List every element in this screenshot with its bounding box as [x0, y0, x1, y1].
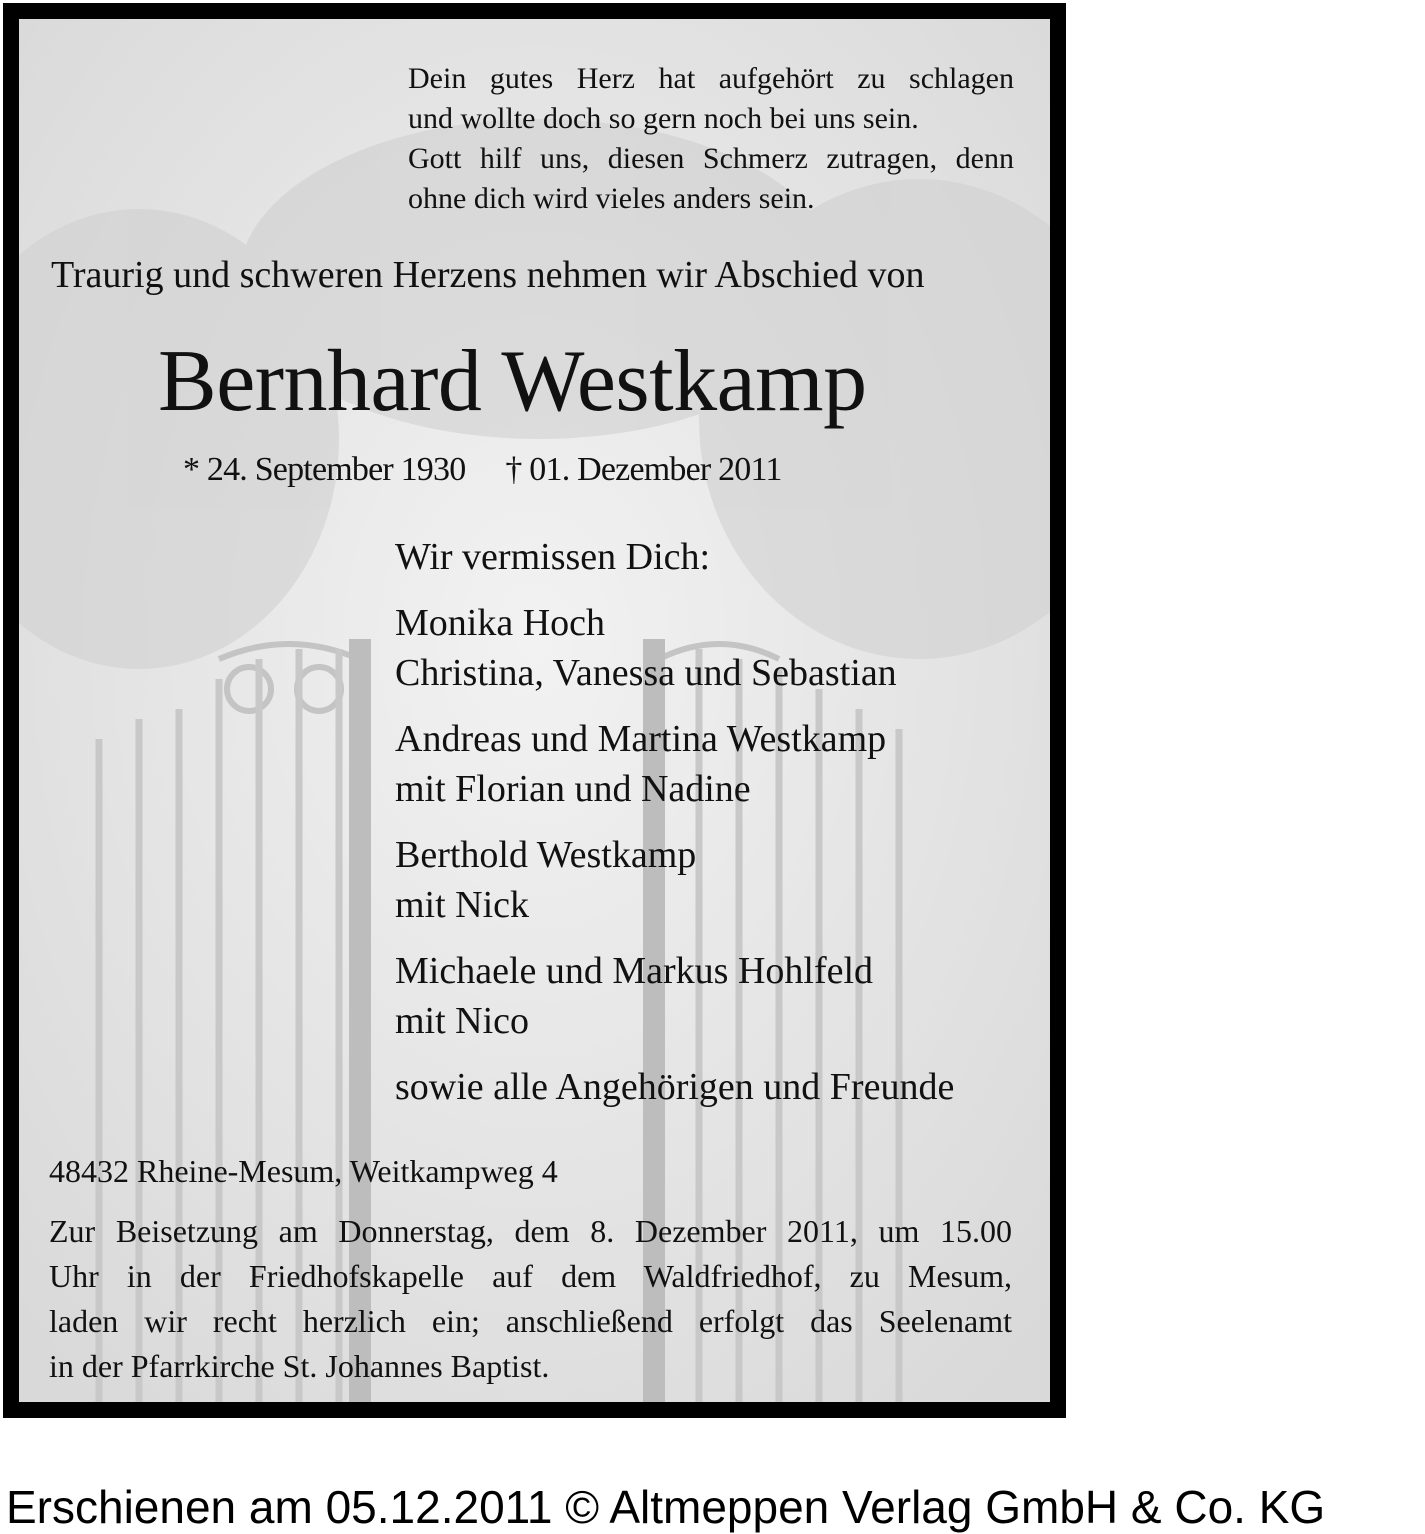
- poem-line: Dein gutes Herz hat aufgehört zu schlagen: [408, 62, 1014, 95]
- funeral-notice: [49, 1209, 1012, 1389]
- poem-line: Gott hilf uns, diesen Schmerz zutragen, denn: [408, 142, 1014, 175]
- obituary-frame: [3, 3, 1066, 1418]
- death-date: † 01. Dezember 2011: [505, 451, 782, 488]
- mourner-line: Christina, Vanessa und Sebastian: [395, 652, 897, 694]
- mourner-line: mit Nico: [395, 1000, 530, 1042]
- deceased-name: Bernhard Westkamp: [158, 333, 867, 430]
- poem: [408, 59, 1014, 219]
- notice-line: Zur Beisetzung am Donnerstag, dem 8. Dezember 2011, um 15.00: [49, 1213, 1012, 1249]
- poem-line: ohne dich wird vieles anders sein.: [408, 182, 815, 215]
- intro-text: Traurig und schweren Herzens nehmen wir Abschied von: [51, 254, 925, 296]
- life-dates: [183, 451, 782, 489]
- notice-line: in der Pfarrkirche St. Johannes Baptist.: [49, 1348, 550, 1384]
- obituary-panel: [19, 19, 1050, 1402]
- notice-line: Uhr in der Friedhofskapelle auf dem Waldfriedhof, zu Mesum,: [49, 1258, 1012, 1294]
- notice-line: laden wir recht herzlich ein; anschließend erfolgt das Seelenamt: [49, 1303, 1012, 1339]
- mourner-line: sowie alle Angehörigen und Freunde: [395, 1066, 955, 1108]
- mourners-heading: Wir vermissen Dich:: [395, 536, 711, 578]
- mourner-line: Berthold Westkamp: [395, 834, 697, 876]
- birth-date: * 24. September 1930: [183, 451, 466, 488]
- publication-footer: Erschienen am 05.12.2011 © Altmeppen Verlag GmbH & Co. KG: [6, 1481, 1326, 1533]
- mourner-line: Andreas und Martina Westkamp: [395, 718, 887, 760]
- mourner-line: Michaele und Markus Hohlfeld: [395, 950, 874, 992]
- mourner-line: mit Florian und Nadine: [395, 768, 751, 810]
- mourner-line: Monika Hoch: [395, 602, 606, 644]
- mourners-list: [395, 532, 954, 1128]
- poem-line: und wollte doch so gern noch bei uns sein.: [408, 102, 919, 135]
- mourner-line: mit Nick: [395, 884, 530, 926]
- address: 48432 Rheine-Mesum, Weitkampweg 4: [49, 1153, 558, 1189]
